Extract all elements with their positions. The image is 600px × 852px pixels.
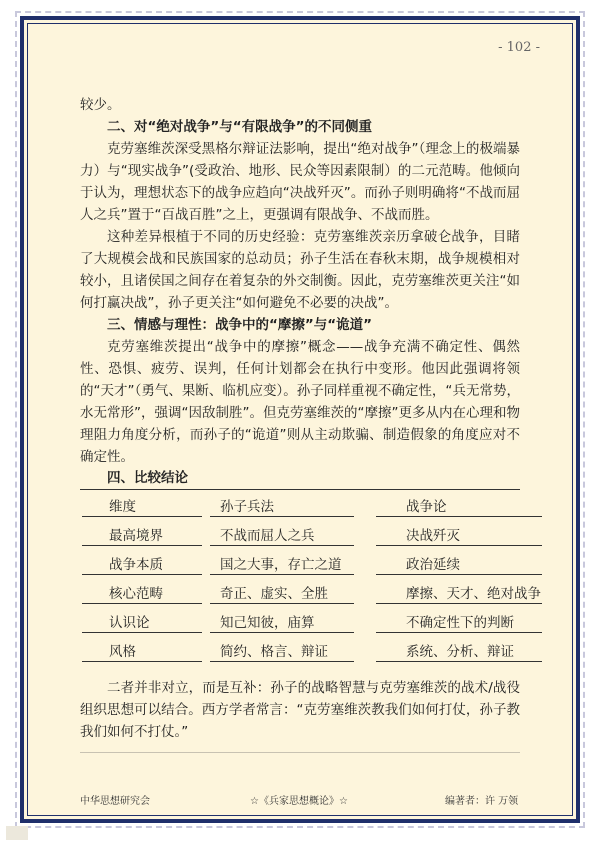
table-cell: 核心范畴 [82,584,202,604]
footer-divider [80,752,520,753]
footer-author: 编著者：许 万领 [445,796,519,807]
section-2-paragraph-1: 克劳塞维茨深受黑格尔辩证法影响，提出“绝对战争”（理念上的极端暴力）与“现实战争”(受政治、地形、民众等因素限制）的二元范畴。他倾向于认为，理想状态下的战争应趋向“决战歼灭”。而孙子则明确将“不战而屈人之兵”置于“百战百胜”之上，更强调有限战争、不战而胜。 [80,141,520,223]
table-cell: 国之大事，存亡之道 [210,555,354,575]
document-body [80,94,541,743]
table-cell: 战争本质 [82,555,202,575]
intro-fragment: 较少。 [80,97,121,113]
footer-organization: 中华思想研究会 [80,796,150,807]
table-row [80,580,560,609]
table-cell: 政治延续 [376,555,542,575]
section-3-heading: 三、情感与理性：战争中的“摩擦”与“诡道” [107,317,372,333]
comparison-table [80,493,560,667]
table-row [80,638,560,667]
section-4-closing-paragraph: 二者并非对立，而是互补：孙子的战略智慧与克劳塞维茨的战术/战役组织思想可以结合。西方学者常言：“克劳塞维茨教我们如何打仗，孙子教我们如何不打仗。” [80,680,520,740]
table-cell: 最高境界 [82,526,202,546]
table-cell: 奇正、虚实、全胜 [210,584,354,604]
section-3-paragraph-1: 克劳塞维茨提出“战争中的摩擦”概念——战争充满不确定性、偶然性、恐惧、疲劳、误判，任何计划都会在执行中变形。他因此强调将领的“天才”（勇气、果断、临机应变）。孙子同样重视不确定性，“兵无常势，水无常形”，强调“因敌制胜”。但克劳塞维茨的“摩擦”更多从内在心理和物理阻力角度分析，而孙子的“诡道”则从主动欺骗、制造假象的角度应对不确定性。 [80,339,520,465]
table-cell: 简约、格言、辩证 [210,642,354,662]
table-header-cell: 孙子兵法 [210,497,354,517]
table-row [80,522,560,551]
page-number: - 102 - [498,40,540,55]
footer-book-title: ☆《兵家思想概论》☆ [250,796,348,807]
table-cell: 不战而屈人之兵 [210,526,354,546]
table-cell: 决战歼灭 [376,526,542,546]
section-2-heading: 二、对“绝对战争”与“有限战争”的不同侧重 [107,119,372,135]
table-cell: 风格 [82,642,202,662]
table-cell: 认识论 [82,613,202,633]
table-row [80,551,560,580]
section-4-heading: 四、比较结论 [80,468,520,490]
table-header-cell: 维度 [82,497,202,517]
section-2-paragraph-2: 这种差异根植于不同的历史经验：克劳塞维茨亲历拿破仑战争，目睹了大规模会战和民族国家的总动员；孙子生活在春秋末期，战争规模相对较小，且诸侯国之间存在着复杂的外交制衡。因此，克劳塞维茨更关注“如何打赢决战”，孙子更关注“如何避免不必要的决战”。 [80,229,520,311]
table-row [80,609,560,638]
table-header-row [80,493,560,522]
table-header-cell: 战争论 [376,497,542,517]
table-cell: 知己知彼，庙算 [210,613,354,633]
table-cell: 摩擦、天才、绝对战争 [376,584,542,604]
corner-marker [6,826,28,840]
table-cell: 不确定性下的判断 [376,613,542,633]
table-cell: 系统、分析、辩证 [376,642,542,662]
